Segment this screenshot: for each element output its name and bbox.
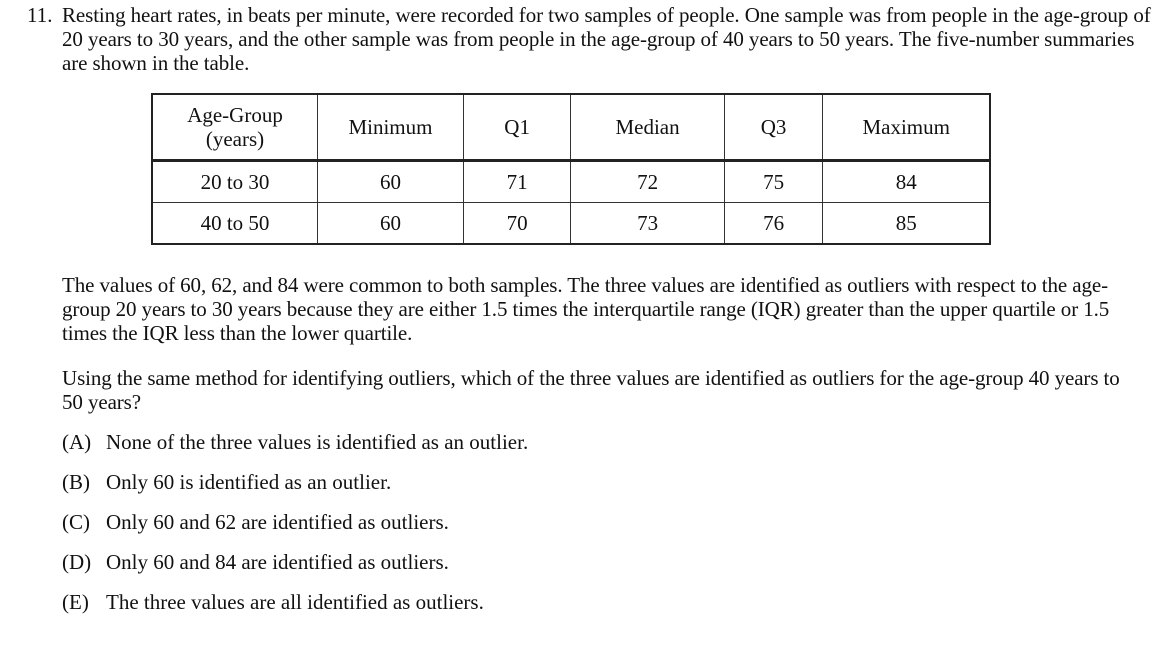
header-minimum: Minimum bbox=[318, 94, 464, 161]
question-stem: Resting heart rates, in beats per minute, were recorded for two samples of people. One sample was from people in the age-group of 20 years to 30 years, and the other sample was from people in the age-group of 40 years to 50 years. The five-number summaries are shown in the table. bbox=[62, 3, 1151, 75]
table-header-row bbox=[152, 94, 990, 161]
choice-text: Only 60 and 84 are identified as outliers. bbox=[106, 550, 449, 574]
cell-group: 40 to 50 bbox=[152, 203, 318, 245]
cell-maximum: 84 bbox=[823, 161, 990, 203]
choice-letter: (C) bbox=[62, 510, 90, 534]
prompt-paragraph: Using the same method for identifying outliers, which of the three values are identified as outliers for the age-group 40 years to 50 years? bbox=[62, 366, 1120, 414]
choice-text: Only 60 is identified as an outlier. bbox=[106, 470, 392, 494]
cell-minimum: 60 bbox=[318, 203, 464, 245]
choice-text: The three values are all identified as outliers. bbox=[106, 590, 484, 614]
cell-q3: 76 bbox=[724, 203, 823, 245]
context-paragraph: The values of 60, 62, and 84 were common to both samples. The three values are identified as outliers with respect to the age-group 20 years to 30 years because they are either 1.5 times the interquartile range (IQR) greater than the upper quartile or 1.5 times the IQR less than the lower quartile. bbox=[62, 273, 1110, 345]
cell-q1: 70 bbox=[463, 203, 571, 245]
answer-choice-a[interactable] bbox=[62, 430, 528, 454]
choice-letter: (E) bbox=[62, 590, 89, 614]
answer-choice-c[interactable] bbox=[62, 510, 449, 534]
header-age-group bbox=[152, 94, 318, 161]
cell-median: 73 bbox=[571, 203, 724, 245]
question-number: 11. bbox=[27, 3, 53, 27]
header-age-group-line1: Age-Group bbox=[187, 103, 283, 127]
header-median: Median bbox=[571, 94, 724, 161]
table-row bbox=[152, 161, 990, 203]
cell-maximum: 85 bbox=[823, 203, 990, 245]
cell-median: 72 bbox=[571, 161, 724, 203]
choice-text: Only 60 and 62 are identified as outliers. bbox=[106, 510, 449, 534]
header-q3: Q3 bbox=[724, 94, 823, 161]
choice-letter: (D) bbox=[62, 550, 92, 574]
cell-group: 20 to 30 bbox=[152, 161, 318, 203]
header-q1: Q1 bbox=[463, 94, 571, 161]
answer-choice-d[interactable] bbox=[62, 550, 449, 574]
cell-q3: 75 bbox=[724, 161, 823, 203]
five-number-summary-table bbox=[151, 93, 991, 245]
table-row bbox=[152, 203, 990, 245]
cell-q1: 71 bbox=[463, 161, 571, 203]
header-maximum: Maximum bbox=[823, 94, 990, 161]
choice-letter: (B) bbox=[62, 470, 90, 494]
answer-choice-b[interactable] bbox=[62, 470, 391, 494]
cell-minimum: 60 bbox=[318, 161, 464, 203]
header-age-group-line2: (years) bbox=[205, 127, 265, 151]
choice-letter: (A) bbox=[62, 430, 92, 454]
choice-text: None of the three values is identified as an outlier. bbox=[106, 430, 529, 454]
answer-choice-e[interactable] bbox=[62, 590, 484, 614]
